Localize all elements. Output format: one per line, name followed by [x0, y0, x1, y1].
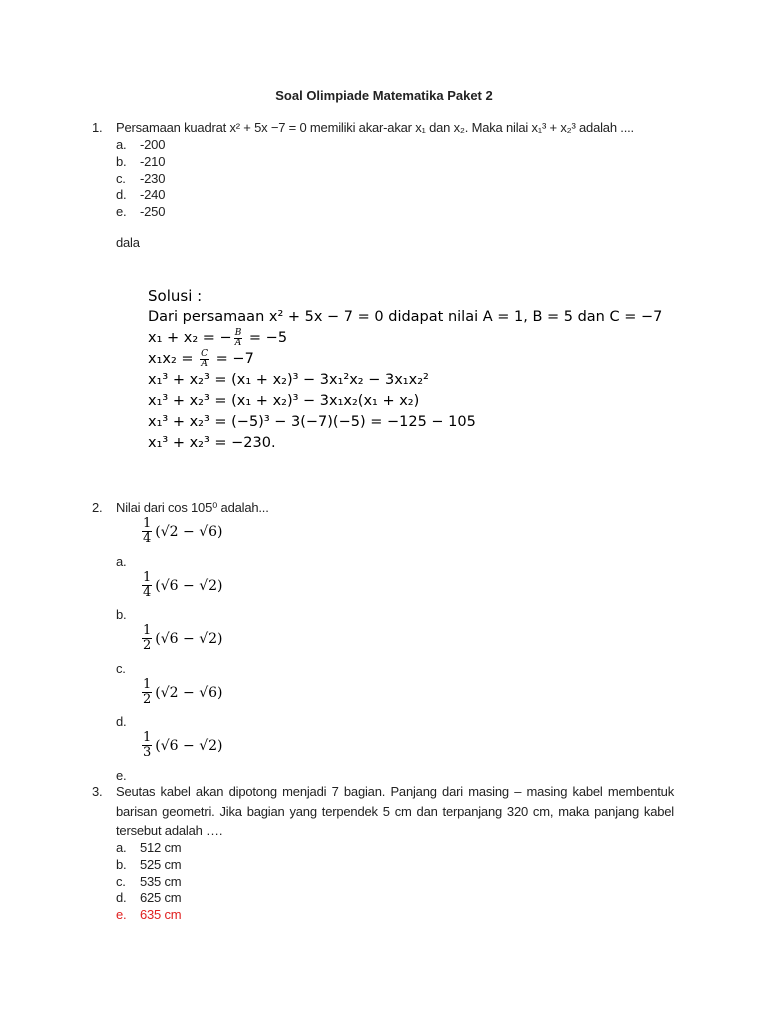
q2-option-e-letter: e.: [116, 768, 127, 783]
q2-option-c-math: [142, 624, 223, 653]
solution-line-3: [148, 349, 662, 370]
fraction-numerator: B: [234, 327, 242, 338]
q2-option-d-math: [142, 678, 223, 707]
solution-block: [148, 286, 662, 454]
fraction-denominator: A: [234, 337, 242, 348]
q1-option-c-letter: c.: [116, 171, 126, 186]
fraction-denominator: A: [201, 358, 208, 369]
q1-option-b-letter: b.: [116, 154, 127, 169]
q1-option-a-letter: a.: [116, 137, 127, 152]
solution-heading: Solusi :: [148, 287, 203, 305]
page-title: Soal Olimpiade Matematika Paket 2: [275, 88, 493, 103]
q1-option-c-value: -230: [140, 171, 166, 186]
q2-option-e-math: [142, 731, 223, 760]
q2-option-c-letter: c.: [116, 661, 126, 676]
q1-option-e-value: -250: [140, 204, 166, 219]
q3-option-a-letter: a.: [116, 840, 127, 855]
fraction-numerator: 1: [143, 730, 152, 745]
solution-line-2: [148, 328, 662, 349]
q3-option-b-letter: b.: [116, 857, 127, 872]
solution-line-3-lhs: x₁x₂ =: [148, 351, 199, 367]
fraction-numerator: C: [201, 348, 209, 359]
fraction-numerator: 1: [143, 623, 152, 638]
question-2-text: Nilai dari cos 105⁰ adalah...: [116, 500, 269, 515]
fraction-b-over-a: [234, 329, 243, 348]
q2-option-b-letter: b.: [116, 607, 127, 622]
q2-option-d-letter: d.: [116, 714, 127, 729]
fraction-numerator: 1: [143, 570, 152, 585]
q3-option-a-value: 512 cm: [140, 840, 182, 855]
q3-option-e-value: 635 cm: [140, 907, 182, 922]
solution-line-1: Dari persamaan x² + 5x − 7 = 0 didapat nilai A = 1, B = 5 dan C = −7: [148, 309, 663, 325]
fraction-denominator: 4: [143, 585, 152, 600]
q2-option-a-math: [142, 517, 223, 546]
q2-option-c-expression: (√6 − √2): [155, 630, 223, 647]
fraction-denominator: 4: [143, 531, 152, 546]
fraction-numerator: 1: [143, 516, 152, 531]
q1-note: dala: [116, 235, 140, 250]
q2-option-a-letter: a.: [116, 554, 127, 569]
q2-option-b-math: [142, 571, 223, 600]
q1-option-d-value: -240: [140, 187, 166, 202]
question-3-line-3: tersebut adalah ….: [116, 823, 223, 838]
question-2-number: 2.: [92, 500, 103, 515]
q1-option-e-letter: e.: [116, 204, 127, 219]
fraction-denominator: 2: [143, 638, 152, 653]
question-3-number: 3.: [92, 784, 103, 799]
q2-option-d-expression: (√2 − √6): [155, 684, 223, 701]
solution-line-2-lhs: x₁ + x₂ = −: [148, 330, 232, 346]
q3-option-e-letter: e.: [116, 907, 127, 922]
solution-line-6: x₁³ + x₂³ = (−5)³ − 3(−7)(−5) = −125 − 105: [148, 414, 476, 430]
q2-option-e-expression: (√6 − √2): [155, 737, 223, 754]
fraction-numerator: 1: [143, 677, 152, 692]
q3-option-d-value: 625 cm: [140, 890, 182, 905]
question-3-line-1: Seutas kabel akan dipotong menjadi 7 bagian. Panjang dari masing – masing kabel membentuk: [116, 784, 674, 799]
q3-option-d-letter: d.: [116, 890, 127, 905]
solution-line-5: x₁³ + x₂³ = (x₁ + x₂)³ − 3x₁x₂(x₁ + x₂): [148, 393, 420, 409]
q3-option-c-letter: c.: [116, 874, 126, 889]
q2-option-a-expression: (√2 − √6): [155, 523, 223, 540]
q1-option-a-value: -200: [140, 137, 166, 152]
q3-option-b-value: 525 cm: [140, 857, 182, 872]
fraction-denominator: 2: [143, 692, 152, 707]
q2-option-b-expression: (√6 − √2): [155, 577, 223, 594]
solution-line-2-rhs: = −5: [244, 330, 288, 346]
fraction-c-over-a: [200, 350, 209, 369]
solution-line-4: x₁³ + x₂³ = (x₁ + x₂)³ − 3x₁²x₂ − 3x₁x₂²: [148, 372, 429, 388]
q1-option-b-value: -210: [140, 154, 166, 169]
q3-option-c-value: 535 cm: [140, 874, 182, 889]
question-3-line-2: barisan geometri. Jika bagian yang terpendek 5 cm dan terpanjang 320 cm, maka panjang kabel: [116, 804, 674, 819]
fraction-denominator: 3: [143, 745, 152, 760]
question-1-number: 1.: [92, 120, 103, 135]
q1-option-d-letter: d.: [116, 187, 127, 202]
solution-line-3-rhs: = −7: [211, 351, 254, 367]
solution-line-7: x₁³ + x₂³ = −230.: [148, 435, 276, 451]
question-1-text: Persamaan kuadrat x² + 5x −7 = 0 memiliki akar-akar x₁ dan x₂. Maka nilai x₁³ + x₂³ adalah ....: [116, 120, 634, 135]
